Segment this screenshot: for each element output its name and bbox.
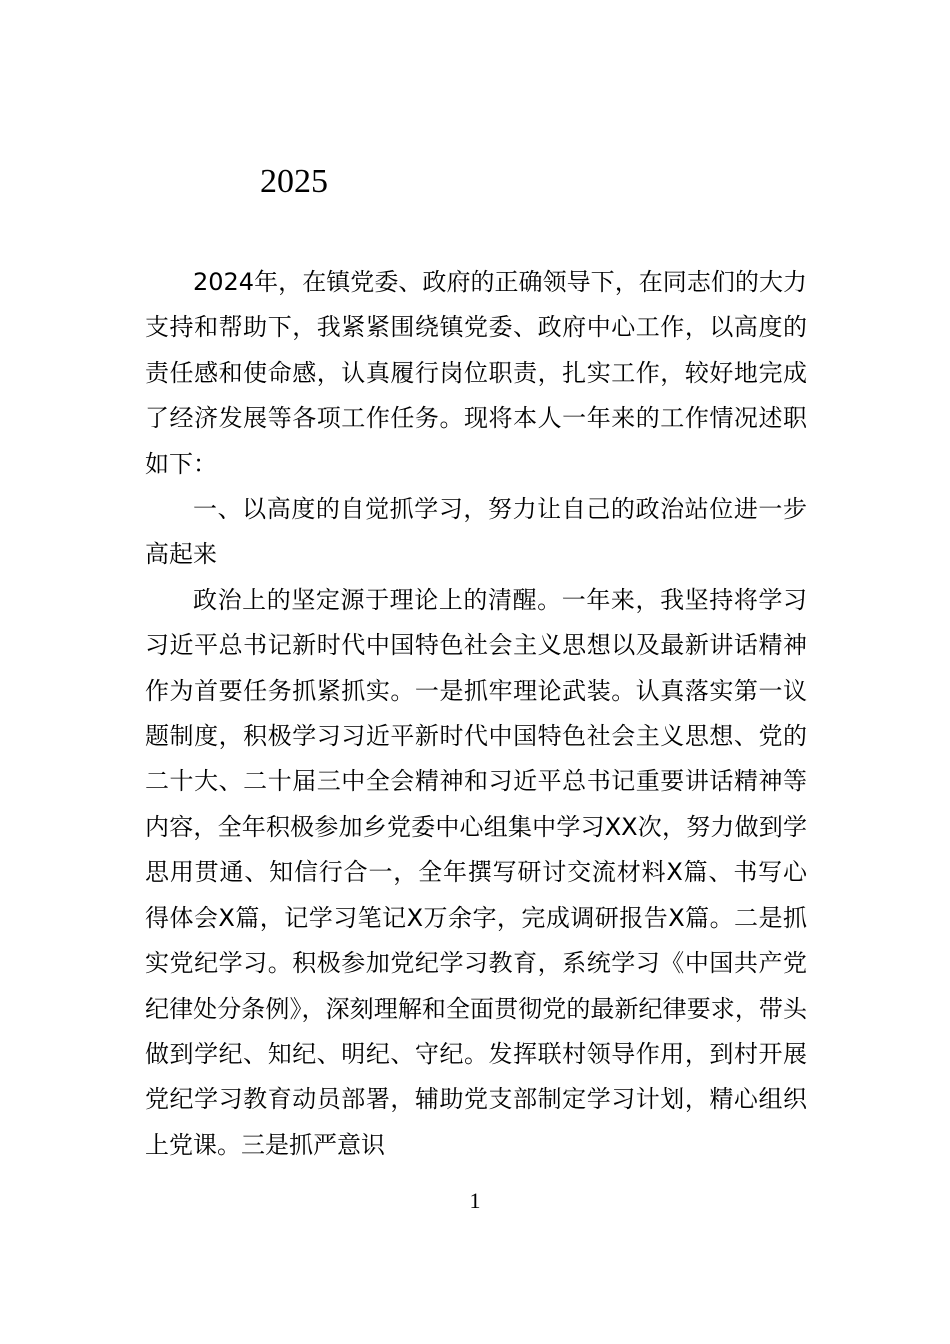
body-paragraph: 政治上的坚定源于理论上的清醒。一年来，我坚持将学习习近平总书记新时代中国特色社会主义思想以及最新讲话精神作为首要任务抓紧抓实。一是抓牢理论武装。认真落实第一议题制度，积极学习习近平新时代中国特色社会主义思想、党的二十大、二十届三中全会精神和习近平总书记重要讲话精神等内容，全年积极参加乡党委中心组集中学习XX次，努力做到学思用贯通、知信行合一，全年撰写研讨交流材料X篇、书写心得体会X篇，记学习笔记X万余字，完成调研报告X篇。二是抓实党纪学习。积极参加党纪学习教育，系统学习《中国共产党纪律处分条例》，深刻理解和全面贯彻党的最新纪律要求，带头做到学纪、知纪、明纪、守纪。发挥联村领导作用，到村开展党纪学习教育动员部署，辅助党支部制定学习计划，精心组织上党课。三是抓严意识 xyxy=(145,585,807,1159)
page-title: 2025 xyxy=(260,163,328,200)
page-number: 1 xyxy=(469,1188,481,1213)
section-heading: 一、以高度的自觉抓学习，努力让自己的政治站位进一步高起来 xyxy=(145,495,807,569)
document-body xyxy=(145,260,807,1168)
intro-paragraph: 2024年，在镇党委、政府的正确领导下，在同志们的大力支持和帮助下，我紧紧围绕镇党委、政府中心工作，以高度的责任感和使命感，认真履行岗位职责，扎实工作，较好地完成了经济发展等各项工作任务。现将本人一年来的工作情况述职如下： xyxy=(145,268,807,478)
